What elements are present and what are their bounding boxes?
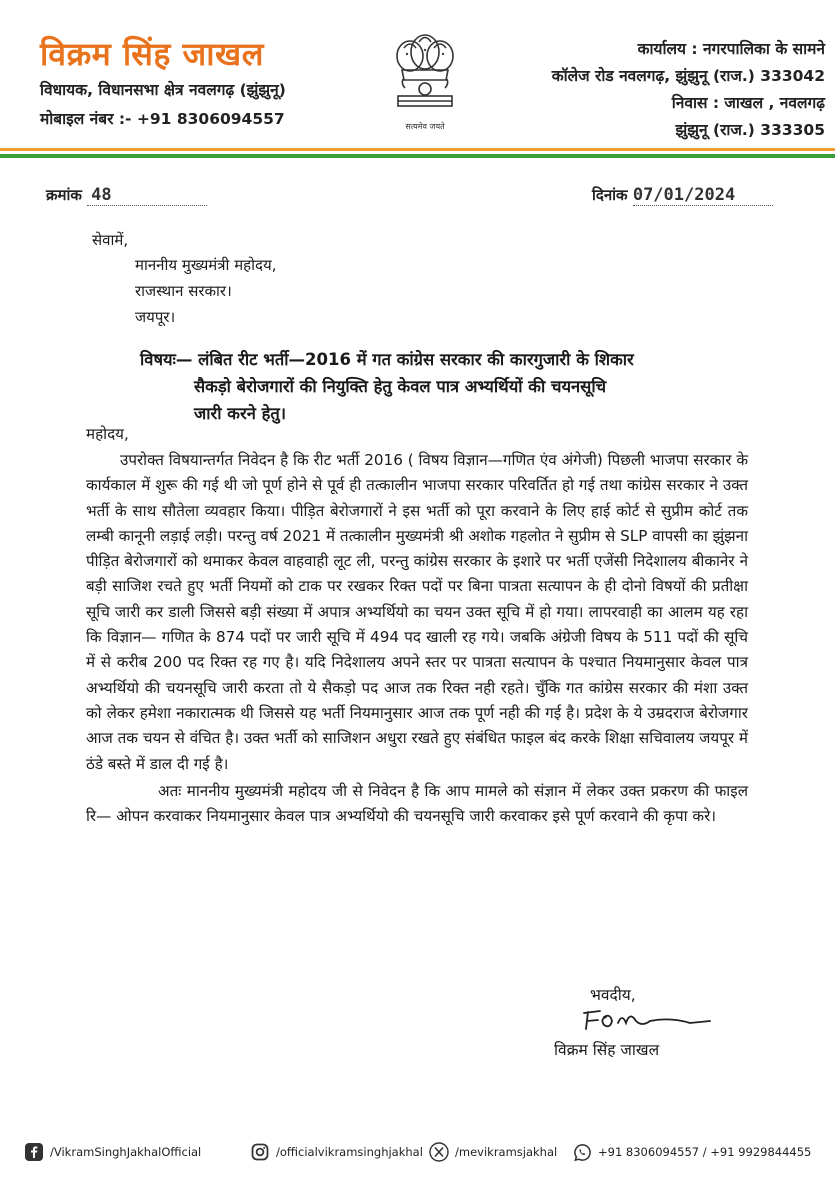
whatsapp-numbers: +91 8306094557 / +91 9929844455: [598, 1145, 812, 1159]
social-footer: [24, 1140, 814, 1170]
facebook-link[interactable]: [24, 1142, 201, 1162]
valediction: भवदीय,: [590, 986, 636, 1004]
facebook-icon: [24, 1142, 44, 1162]
facebook-handle: /VikramSinghJakhalOfficial: [50, 1145, 202, 1159]
instagram-icon: [250, 1142, 270, 1162]
instagram-handle: /officialvikramsinghjakhal: [276, 1145, 423, 1159]
signature-icon: [578, 1005, 718, 1035]
x-icon: [429, 1142, 449, 1162]
body-salutation: महोदय,: [86, 425, 129, 443]
letter-body: [86, 448, 748, 829]
office-address-line1: कार्यालय : नगरपालिका के सामने: [637, 40, 825, 58]
addressee-line2: राजस्थान सरकार।: [135, 282, 232, 300]
letter-date: [592, 185, 773, 206]
body-paragraph-1: उपरोक्त विषयान्तर्गत निवेदन है कि रीट भर्ती 2016 ( विषय विज्ञान—गणित एंव अंगेजी) पिछली भाजपा सरकार के कार्यकाल में शुरू की गई थी जो पूर्ण होने से पूर्व ही तत्कालीन भाजपा सरकार परिवर्तित हो गई तथा कांग्रेस सरकार ने उक्त भर्ती के साथ सौतेला व्यवहार किया। पीड़ित बेरोजगारों ने इस भर्ती को पूरा करवाने के लिए हाई कोर्ट से सुप्रीम कोर्ट तक लम्बी कानूनी लड़ाई लड़ी। परन्तु वर्ष 2021 में तत्कालीन मुख्यमंत्री श्री अशोक गहलोत ने सुप्रीम से SLP वापसी का झुंझना पीड़ित बेरोजगारों को थमाकर केवल वाहवाही लूट ली, परन्तु कांग्रेस सरकार के इशारे पर भर्ती एजेंसी निदेशालय बीकानेर ने बड़ी साजिश रचते हुए भर्ती नियमों को टाक पर रखकर रिक्त पदों पर बिना पात्रता सत्यापन के ही दोनो विषयों की प्रतीक्षा सूचि जारी कर डाली जिससे बड़ी संख्या में अपात्र अभ्यर्थियो का चयन उक्त सूचि में हो गया। लापरवाही का आलम यह रहा कि विज्ञान— गणित के 874 पदों पर जारी सूचि में 494 पद खाली रह गये। जबकि अंग्रेजी विषय के 511 पदों की सूचि में से करीब 200 पद रिक्त रह गए है। यदि निदेशालय अपने स्तर पर पात्रता सत्यापन के पश्चात नियमानुसार केवल पात्र अभ्यर्थियो की चयनसूचि जारी करता तो ये सैकड़ो पद आज तक रिक्त नही रहते। चुँकि गत कांग्रेस सरकार की मंशा उक्त को लेकर हमेशा नकारात्मक थी जिससे यह भर्ती नियमानुसार आज तक पूर्ण नही की गई है। प्रदेश के ये उम्रदराज बेरोजगार आज तक चयन से वंचित है। उक्त भर्ती को साजिशन अधुरा रखते हुए संबंधित फाइल बंद करके शिक्षा सचिवालय जयपूर में ठंडे बस्ते में डाल दी गई है।: [86, 451, 748, 773]
reference-label: क्रमांक: [46, 186, 82, 204]
letter-subject: [140, 346, 740, 427]
residence-address-line2: झुंझुनू (राज.) 333305: [675, 121, 825, 139]
date-label: दिनांक: [592, 186, 628, 204]
addressee-line1: माननीय मुख्यमंत्री महोदय,: [135, 256, 277, 274]
office-address-line2: कॉलेज रोड नवलगढ़, झुंझुनू (राज.) 333042: [551, 67, 825, 85]
instagram-link[interactable]: [250, 1142, 423, 1162]
date-value: 07/01/2024: [632, 185, 736, 205]
whatsapp-link[interactable]: [572, 1142, 811, 1162]
addressee-line3: जयपूर।: [135, 308, 176, 326]
addressee-salutation: सेवामें,: [92, 231, 129, 249]
reference-value: 48: [91, 185, 112, 205]
signatory-name: विक्रम सिंह जाखल: [554, 1041, 660, 1059]
subject-line1: विषयः— लंबित रीट भर्ती—2016 में गत कांग्रेस सरकार की कारगुजारी के शिकार: [140, 350, 634, 369]
body-paragraph-2: अतः माननीय मुख्यमंत्री महोदय जी से निवेदन है कि आप मामले को संज्ञान में लेकर उक्त प्रकरण की फाइल रि— ओपन करवाकर नियमानुसार केवल पात्र अभ्यर्थियो की चयनसूचि जारी करवाकर इसे पूर्ण करवाने की कृपा करे।: [86, 781, 748, 826]
x-handle: /mevikramsjakhal: [455, 1145, 558, 1159]
emblem-motto: सत्यमेव जयते: [405, 122, 445, 131]
subject-line3: जारी करने हेतु।: [194, 404, 287, 423]
x-link[interactable]: [429, 1142, 557, 1162]
residence-address-line1: निवास : जाखल , नवलगढ़: [671, 94, 825, 112]
national-emblem-icon: [380, 26, 470, 136]
reference-number: [46, 185, 207, 206]
mla-name: विक्रम सिंह जाखल: [40, 35, 264, 73]
subject-line2: सैकड़ो बेरोजगारों की नियुक्ति हेतु केवल पात्र अभ्यर्थियों की चयनसूचि: [194, 377, 607, 396]
mobile-number: मोबाइल नंबर :- +91 8306094557: [40, 110, 285, 128]
designation: विधायक, विधानसभा क्षेत्र नवलगढ़ (झुंझुनू): [40, 81, 286, 99]
whatsapp-icon: [572, 1142, 592, 1162]
tricolor-divider: [0, 148, 835, 158]
